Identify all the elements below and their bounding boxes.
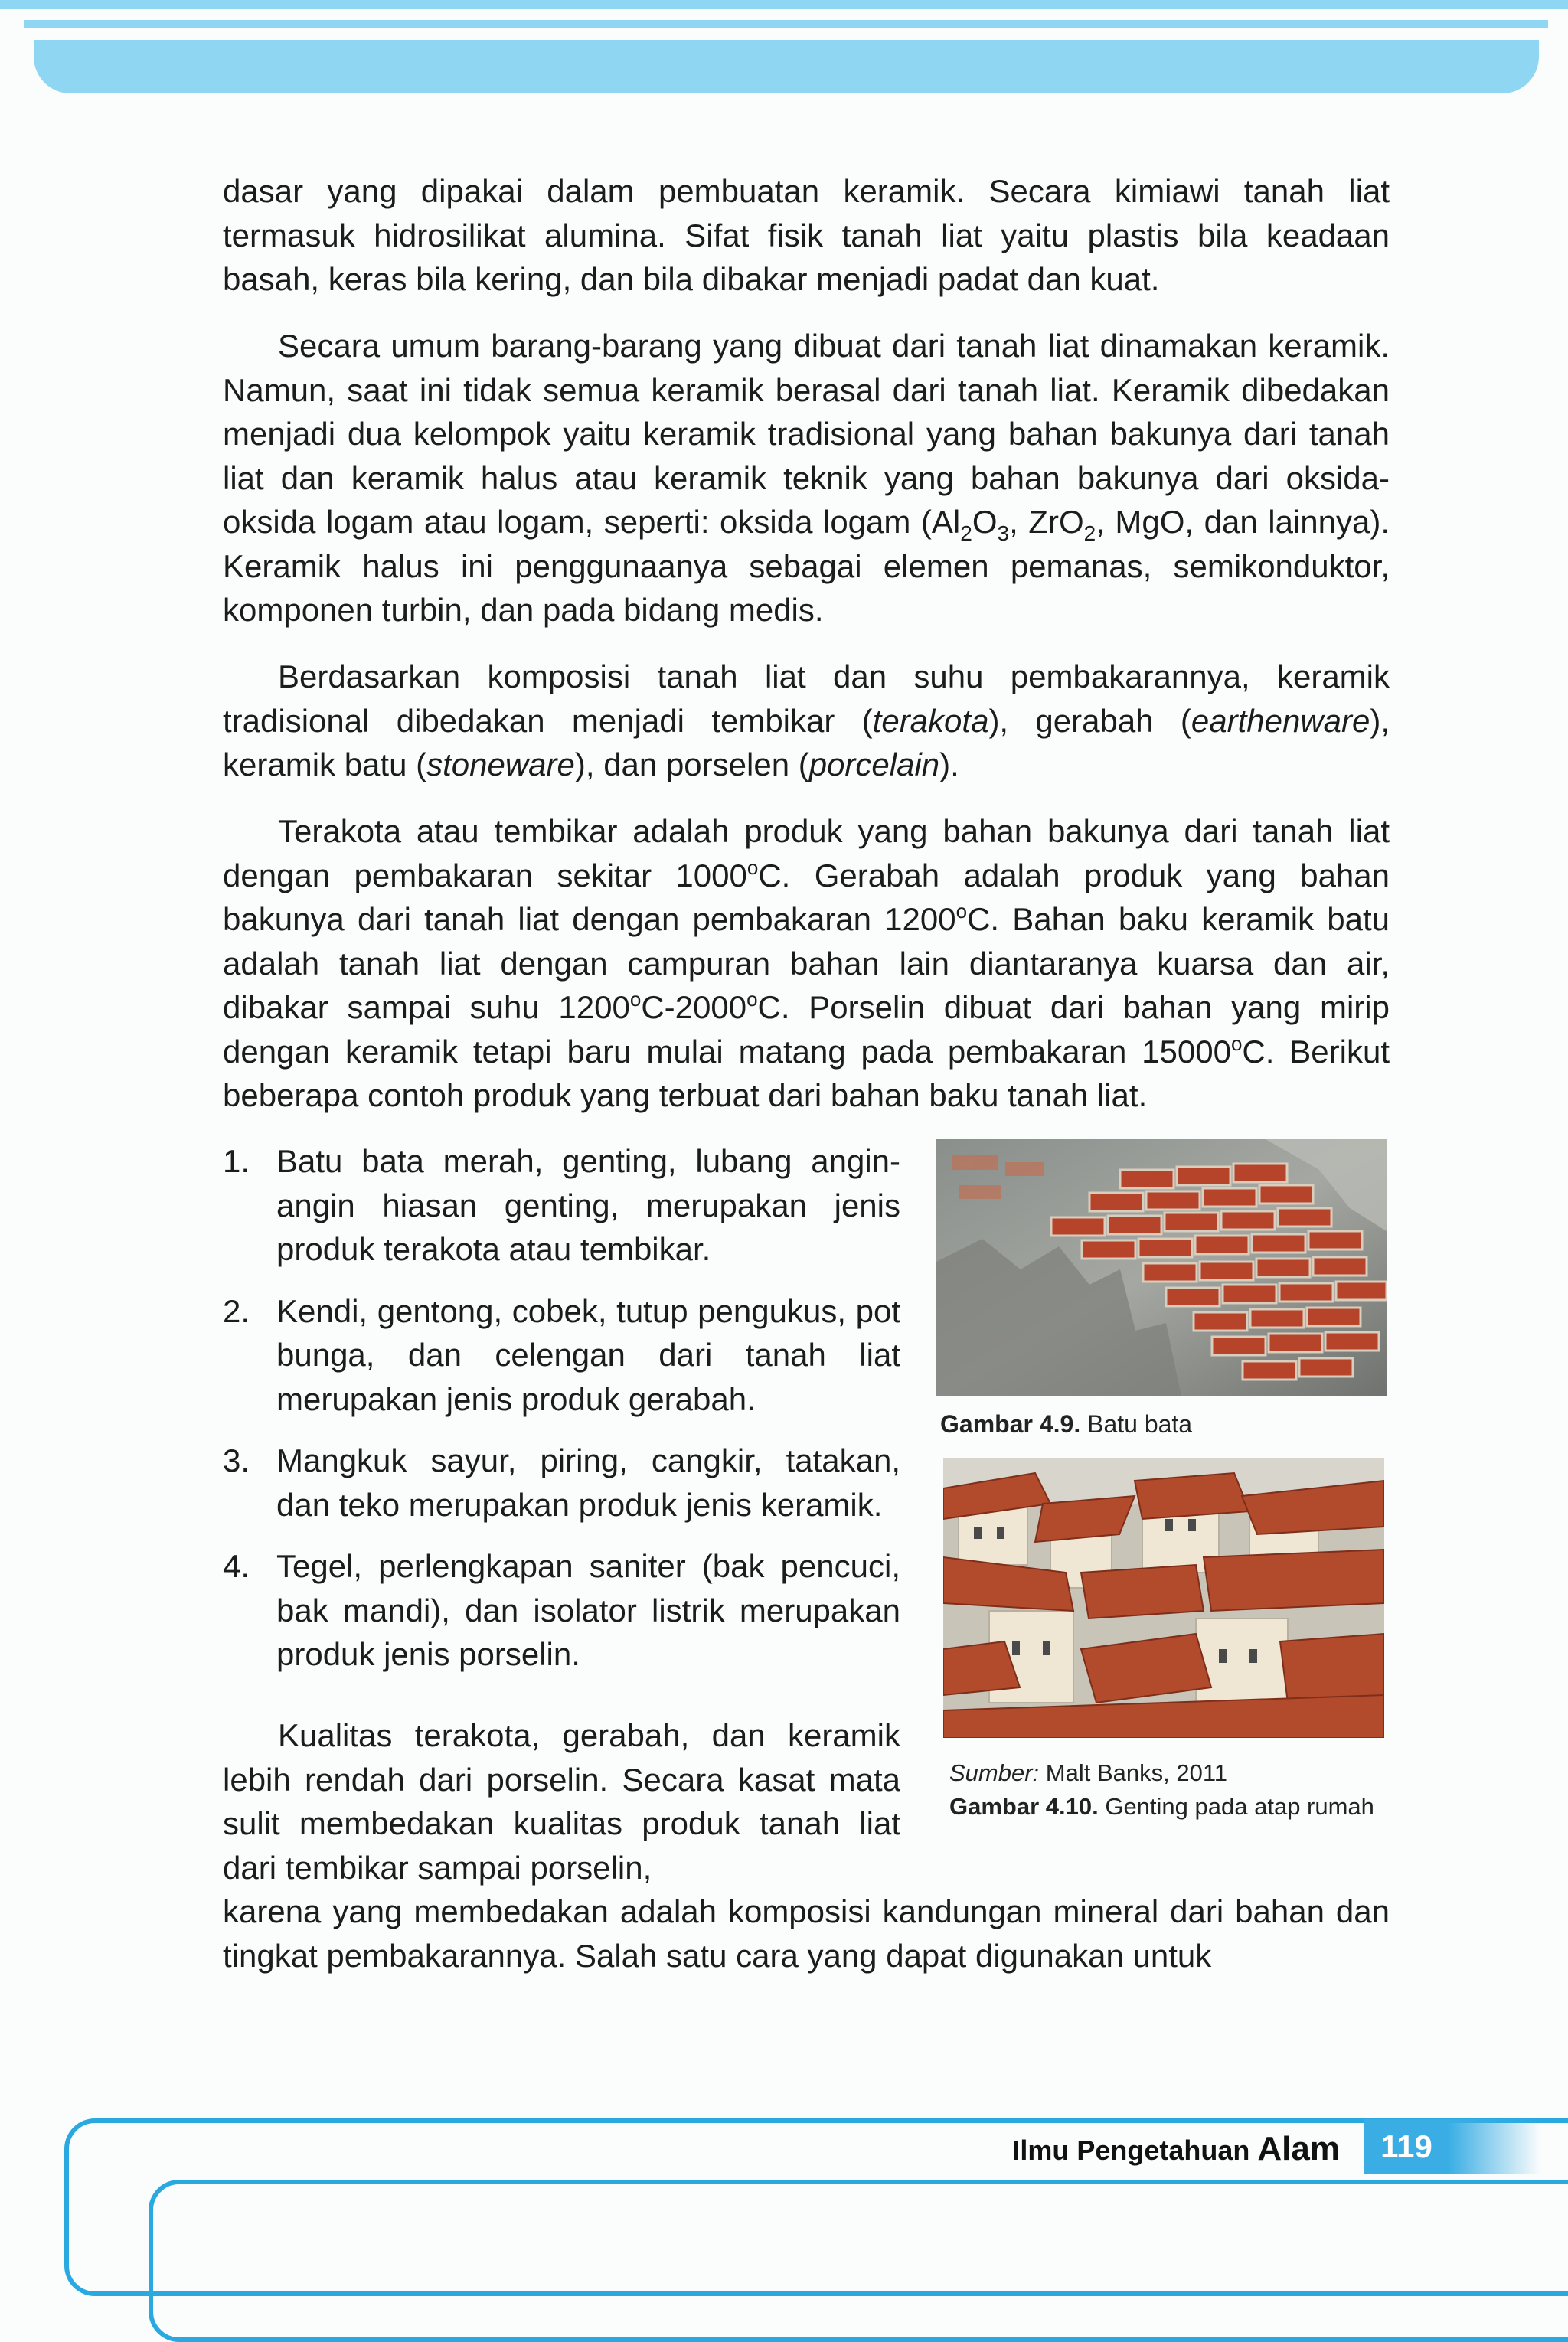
paragraph-3: Berdasarkan komposisi tanah liat dan suhu pembakarannya, keramik tradisional dibedakan menjadi tembikar (terakota), gerabah (earthenware), keramik batu (stoneware), dan porselen (porcelain). xyxy=(223,658,1390,782)
list-item: 2. Kendi, gentong, cobek, tutup pengukus, pot bunga, dan celengan dari tanah liat merupakan jenis produk gerabah. xyxy=(223,1292,900,1417)
paragraph-2: Secara umum barang-barang yang dibuat dari tanah liat dinamakan keramik. Namun, saat ini tidak semua keramik berasal dari tanah liat. Keramik dibedakan menjadi dua kelompok yaitu keramik tradisional yang bahan bakunya dari tanah liat dan keramik halus atau keramik teknik yang bahan bakunya dari oksida-oksida logam atau logam, seperti: oksida logam ($Al_2O_3$, ZrO$_2$, MgO, dan lainnya). Keramik halus ini penggunaanya sebagai elemen pemanas, semikonduktor, komponen turbin, dan pada bidang medis. xyxy=(223,328,1390,628)
header-stripe-top xyxy=(0,0,1568,9)
paragraph-5: Kualitas terakota, gerabah, dan keramik lebih rendah dari porselin. Secara kasat mata sulit membedakan kualitas produk tanah liat dari tembikar sampai porselin, xyxy=(223,1717,900,1886)
figure-4-9-caption: Gambar 4.9. Batu bata xyxy=(940,1410,1193,1438)
page-number: 119 xyxy=(1364,2119,1449,2174)
figure-source: Sumber: Malt Banks, 2011 xyxy=(949,1759,1228,1786)
paragraph-4: Terakota atau tembikar adalah produk yang bahan bakunya dari tanah liat dengan pembakaran sekitar 1000$^o$C. Gerabah adalah produk yang bahan bakunya dari tanah liat dengan pembakaran 1200$^o$C. Bahan baku keramik batu adalah tanah liat dengan campuran bahan lain diantaranya kuarsa dan air, dibakar sampai suhu 1200$^o$C-2000$^o$C. Porselin dibuat dari bahan yang mirip dengan keramik tetapi baru mulai matang pada pembakaran 15000$^o$C. Berikut beberapa contoh produk yang terbuat dari bahan baku tanah liat. xyxy=(223,813,1390,1113)
figure-4-10-caption xyxy=(949,1756,1386,1824)
product-list xyxy=(223,1139,900,1694)
brick-wall-photo xyxy=(936,1139,1387,1396)
header-band xyxy=(34,40,1539,93)
paragraph-6: karena yang membedakan adalah komposisi kandungan mineral dari bahan dan tingkat pembakarannya. Salah satu cara yang dapat digunakan untuk xyxy=(223,1893,1390,1974)
footer-frame-inner xyxy=(149,2180,1568,2342)
list-item: 1. Batu bata merah, genting, lubang angin-angin hiasan genting, merupakan jenis produk terakota atau tembikar. xyxy=(223,1143,900,1267)
book-title: Ilmu Pengetahuan Alam xyxy=(1012,2130,1340,2167)
list-item: 4. Tegel, perlengkapan saniter (bak pencuci, bak mandi), dan isolator listrik merupakan produk jenis porselin. xyxy=(223,1548,900,1672)
header-stripe xyxy=(24,20,1548,28)
paragraph-1: dasar yang dipakai dalam pembuatan keramik. Secara kimiawi tanah liat termasuk hidrosilikat alumina. Sifat fisik tanah liat yaitu plastis bila keadaan basah, keras bila kering, dan bila dibakar menjadi padat dan kuat. xyxy=(223,173,1390,297)
roof-tiles-photo xyxy=(943,1458,1384,1738)
page-number-fade xyxy=(1449,2119,1540,2174)
list-item: 3. Mangkuk sayur, piring, cangkir, tatakan, dan teko merupakan produk jenis keramik. xyxy=(223,1442,900,1523)
figure-caption: Gambar 4.10. Genting pada atap rumah xyxy=(949,1793,1374,1820)
